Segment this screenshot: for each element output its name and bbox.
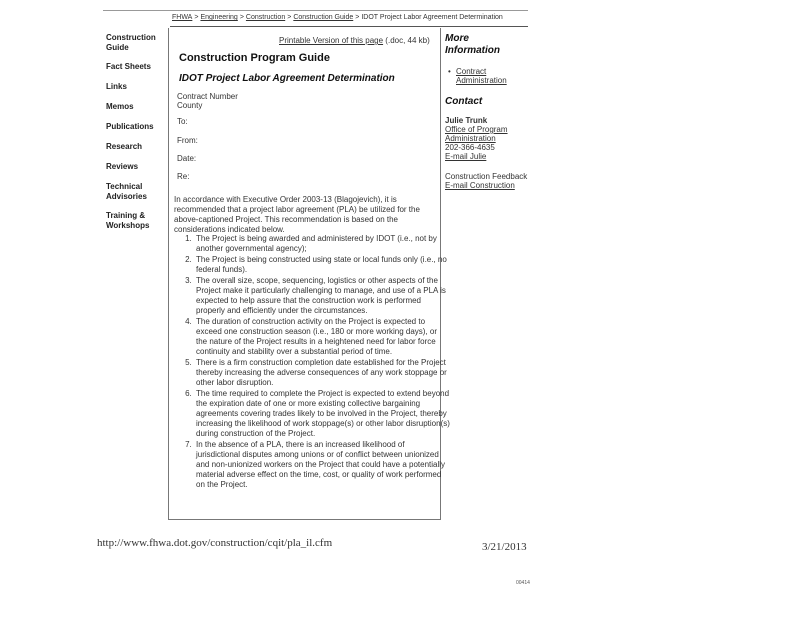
contact-block [445, 116, 535, 161]
print-footer-url: http://www.fhwa.dot.gov/construction/cqit/pla_il.cfm [97, 537, 333, 549]
nav-publications[interactable]: Publications [106, 122, 154, 131]
breadcrumb-separator: > [287, 14, 292, 21]
contact-name: Julie Trunk [445, 116, 488, 125]
top-frame-rule [103, 10, 528, 11]
contract-number-label: Contract Number [177, 92, 238, 101]
list-item: 1. The Project is being awarded and administered by IDOT (i.e., not by another governmental agency); [194, 234, 450, 254]
county-label: County [177, 101, 203, 110]
nav-fact-sheets[interactable]: Fact Sheets [106, 62, 151, 71]
breadcrumb-rule [170, 26, 528, 27]
printable-version-size: (.doc, 44 kb) [383, 36, 430, 45]
page-title: Construction Program Guide [179, 52, 330, 64]
feedback-label: Construction Feedback [445, 172, 528, 181]
nav-training-workshops[interactable]: Training & Workshops [106, 211, 150, 230]
contact-office-link[interactable]: Office of Program Administration [445, 125, 508, 143]
breadcrumb [172, 14, 503, 21]
breadcrumb-current: IDOT Project Labor Agreement Determination [361, 14, 503, 21]
list-item: 6. The time required to complete the Project is expected to extend beyond the expiration date of one or more existing collective bargaining agreements covering trades likely to be involved in the Project, thereby increasing the likelihood of work stoppage(s) or other labor disruption(s) during construction of the Project. [194, 389, 450, 439]
breadcrumb-fhwa[interactable]: FHWA [172, 14, 193, 21]
more-info-link-item [448, 67, 526, 85]
breadcrumb-construction-guide[interactable]: Construction Guide [293, 14, 354, 21]
email-construction-link[interactable]: E-mail Construction [445, 181, 515, 190]
breadcrumb-separator: > [239, 14, 244, 21]
page-subtitle: IDOT Project Labor Agreement Determination [179, 73, 395, 84]
memo-date-label: Date: [177, 154, 197, 163]
left-nav [106, 33, 168, 240]
nav-technical-advisories[interactable]: Technical Advisories [106, 182, 147, 201]
print-footer-date: 3/21/2013 [482, 541, 527, 553]
memo-re-label: Re: [177, 172, 190, 181]
list-item: 2. The Project is being constructed using state or local funds only (i.e., no federal funds). [194, 255, 450, 275]
more-information-header: More Information [445, 33, 500, 56]
nav-links[interactable]: Links [106, 82, 127, 91]
contract-administration-link[interactable]: Contract Administration [456, 67, 507, 85]
contact-phone: 202-366-4635 [445, 143, 495, 152]
considerations-list [178, 234, 450, 491]
list-item: 3. The overall size, scope, sequencing, logistics or other aspects of the Project make it particularly challenging to manage, and use of a PLA is expected to help assure that the construction work is performed properly and efficiently under the circumstances. [194, 276, 450, 316]
breadcrumb-construction[interactable]: Construction [245, 14, 286, 21]
email-julie-link[interactable]: E-mail Julie [445, 152, 487, 161]
contact-header: Contact [445, 96, 483, 107]
nav-construction-guide[interactable]: Construction Guide [106, 33, 156, 52]
breadcrumb-separator: > [194, 14, 199, 21]
column-divider-left [168, 28, 169, 520]
list-item: 5. There is a firm construction completion date established for the Project thereby increasing the adverse consequences of any work stoppage or other labor disruption. [194, 358, 450, 388]
list-item: 7. In the absence of a PLA, there is an increased likelihood of jurisdictional disputes among unions or of conflict between unionized and non-unionized workers on the Project that could have a potentially material adverse effect on the time, cost, or quality of work performed on the Project. [194, 440, 450, 490]
nav-memos[interactable]: Memos [106, 102, 134, 111]
contract-fields [177, 92, 238, 110]
main-bottom-rule [168, 519, 441, 520]
nav-research[interactable]: Research [106, 142, 143, 151]
printable-version-link[interactable]: Printable Version of this page [279, 36, 384, 45]
breadcrumb-separator: > [355, 14, 360, 21]
list-item: 4. The duration of construction activity on the Project is expected to exceed one construction season (i.e., 180 or more working days), or the nature of the Project results in a heightened need for labor force continuity and stability over a substantial period of time. [194, 317, 450, 357]
nav-reviews[interactable]: Reviews [106, 162, 139, 171]
bullet-icon: • [448, 67, 451, 76]
memo-from-label: From: [177, 136, 198, 145]
printable-version [279, 36, 430, 45]
memo-to-label: To: [177, 117, 188, 126]
feedback-block [445, 172, 535, 190]
breadcrumb-engineering[interactable]: Engineering [200, 14, 238, 21]
page-mark: 00414 [516, 580, 530, 586]
intro-paragraph: In accordance with Executive Order 2003-13 (Blagojevich), it is recommended that a project labor agreement (PLA) be utilized for the above-captioned Project. This recommendation is based on the considerations indicated below. [174, 195, 420, 234]
